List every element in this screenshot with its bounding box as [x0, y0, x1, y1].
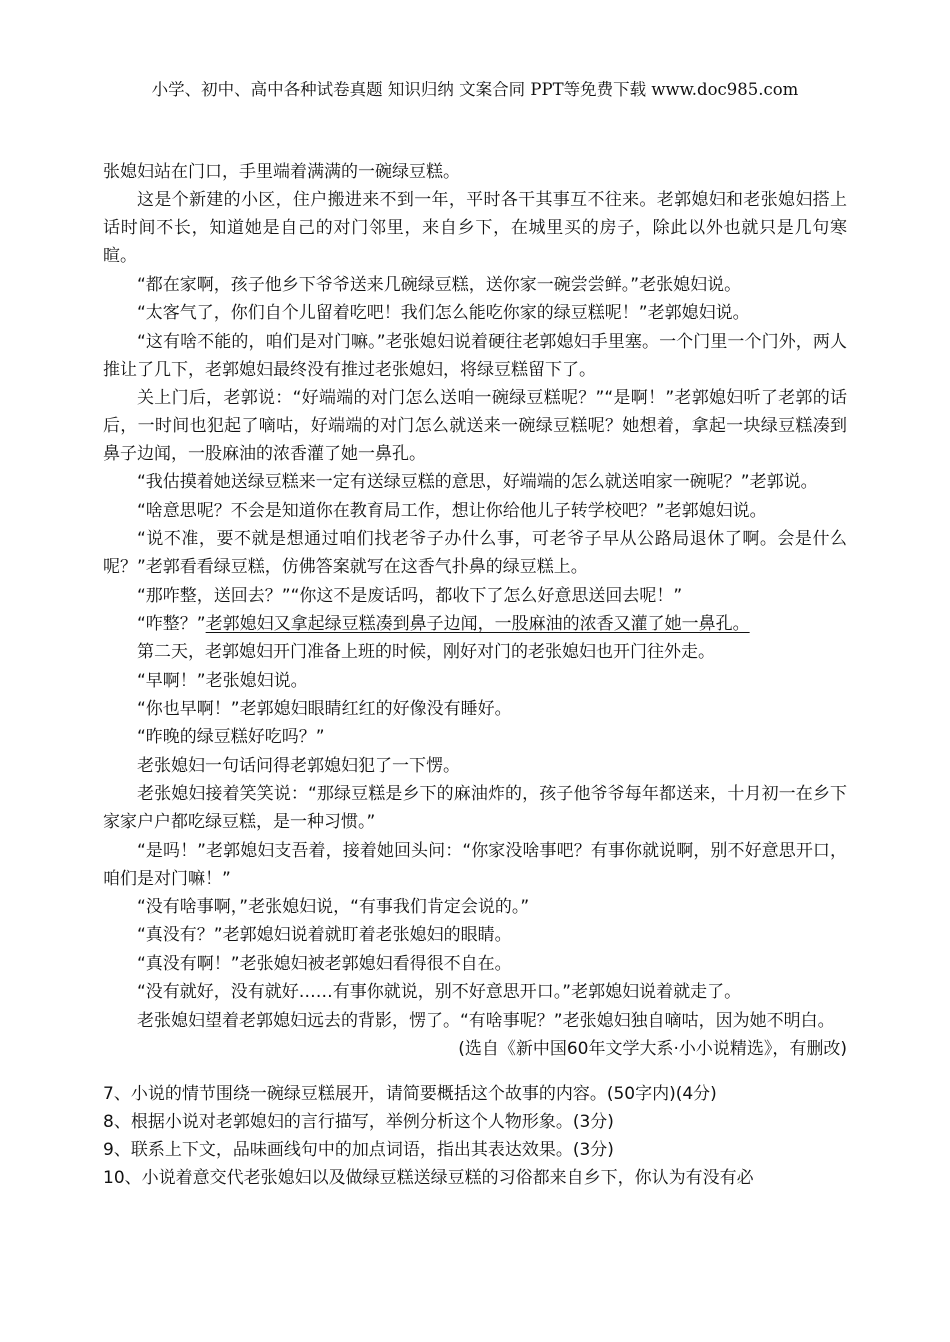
- paragraph: 老张媳妇望着老郭媳妇远去的背影，愣了。“有啥事呢？”老张媳妇独自嘀咕，因为她不明白。: [137, 1010, 835, 1031]
- paragraph: “没有啥事啊，”老张媳妇说，“有事我们肯定会说的。”: [137, 897, 530, 918]
- question-8: 8、根据小说对老郭媳妇的言行描写，举例分析这个人物形象。(3分): [103, 1111, 614, 1132]
- question-9: 9、联系上下文，品味画线句中的加点词语，指出其表达效果。(3分): [103, 1139, 614, 1160]
- paragraph: “这有啥不能的，咱们是对门嘛。”老张媳妇说着硬往老郭媳妇手里塞。一个门里一个门外，两人推让了几下，老郭媳妇最终没有推过老张媳妇，将绿豆糕留下了。: [103, 331, 847, 380]
- paragraph: “太客气了，你们自个儿留着吃吧！我们怎么能吃你家的绿豆糕呢！”老郭媳妇说。: [137, 303, 750, 324]
- paragraph: 老张媳妇接着笑笑说：“那绿豆糕是乡下的麻油炸的，孩子他爷爷每年都送来，十月初一在乡下家家户户都吃绿豆糕，是一种习惯。”: [103, 784, 847, 833]
- site-header: 小学、初中、高中各种试卷真题 知识归纳 文案合同 PPT等免费下载 www.doc985.com: [151, 80, 799, 99]
- paragraph: “我估摸着她送绿豆糕来一定有送绿豆糕的意思，好端端的怎么就送咱家一碗呢？”老郭说。: [137, 472, 818, 493]
- paragraph: “真没有啊！”老张媳妇被老郭媳妇看得很不自在。: [137, 953, 512, 974]
- paragraph: 关上门后，老郭说：“好端端的对门怎么送咱一碗绿豆糕呢？”“是啊！”老郭媳妇听了老郭的话后，一时间也犯起了嘀咕，好端端的对门怎么就送来一碗绿豆糕呢？她想着，拿起一块绿豆糕凑到鼻子边闻，一股麻油的浓香灌了她一鼻孔。: [103, 387, 847, 464]
- paragraph: “那咋整，送回去？”“你这不是废话吗，都收下了怎么好意思送回去呢！”: [137, 585, 683, 606]
- paragraph: “都在家啊，孩子他乡下爷爷送来几碗绿豆糕，送你家一碗尝尝鲜。”老张媳妇说。: [137, 274, 742, 295]
- paragraph: 第二天，老郭媳妇开门准备上班的时候，刚好对门的老张媳妇也开门往外走。: [137, 642, 715, 663]
- paragraph: “早啊！”老张媳妇说。: [137, 670, 308, 691]
- paragraph: 张媳妇站在门口，手里端着满满的一碗绿豆糕。: [103, 162, 460, 182]
- paragraph: 这是个新建的小区，住户搬进来不到一年，平时各干其事互不往来。老郭媳妇和老张媳妇搭上话时间不长，知道她是自己的对门邻里，来自乡下，在城里买的房子，除此以外也就只是几句寒暄。: [103, 190, 847, 267]
- underlined-paragraph: [103, 610, 847, 638]
- underlined-sentence: 老郭媳妇又拿起绿豆糕凑到鼻子边闻，一股麻油的浓香又灌了她一鼻孔。: [205, 613, 750, 634]
- paragraph: “是吗！”老郭媳妇支吾着，接着她回头问：“你家没啥事吧？有事你就说啊，别不好意思开口，咱们是对门嘛！”: [103, 840, 847, 889]
- paragraph: “啥意思呢？不会是知道你在教育局工作，想让你给他儿子转学校吧？”老郭媳妇说。: [137, 500, 767, 521]
- paragraph: “没有就好，没有就好……有事你就说，别不好意思开口。”老郭媳妇说着就走了。: [137, 982, 742, 1003]
- question-7: 7、小说的情节围绕一碗绿豆糕展开，请简要概括这个故事的内容。(50字内)(4分): [103, 1083, 717, 1104]
- question-10: 10、小说着意交代老张媳妇以及做绿豆糕送绿豆糕的习俗都来自乡下，你认为有没有必: [103, 1167, 754, 1188]
- dialogue-prefix: “咋整？”: [137, 613, 206, 634]
- paragraph: “你也早啊！”老郭媳妇眼睛红红的好像没有睡好。: [137, 699, 512, 720]
- paragraph: “昨晚的绿豆糕好吃吗？”: [137, 727, 325, 748]
- source-citation: (选自《新中国60年文学大系·小小说精选》，有删改): [458, 1038, 847, 1059]
- paragraph: 老张媳妇一句话问得老郭媳妇犯了一下愣。: [137, 755, 460, 776]
- paragraph: “说不准，要不就是想通过咱们找老爷子办什么事，可老爷子早从公路局退休了啊。会是什么呢？”老郭看看绿豆糕，仿佛答案就写在这香气扑鼻的绿豆糕上。: [103, 529, 847, 578]
- paragraph: “真没有？”老郭媳妇说着就盯着老张媳妇的眼睛。: [137, 925, 512, 946]
- article-body: [103, 158, 847, 1192]
